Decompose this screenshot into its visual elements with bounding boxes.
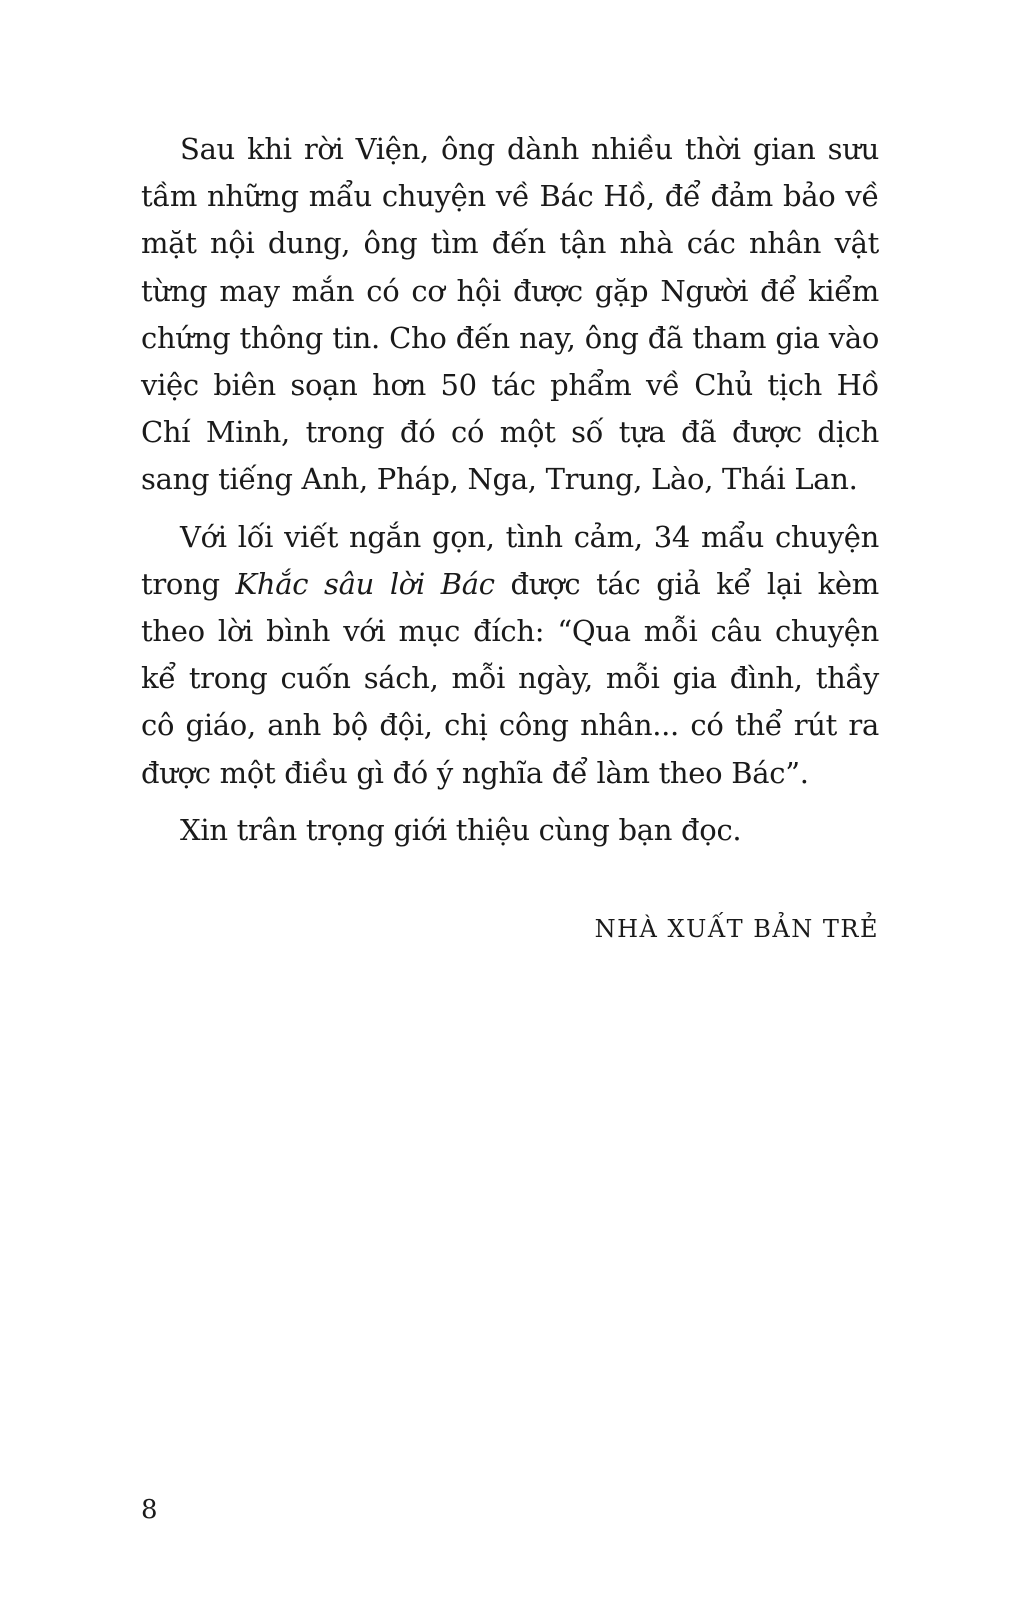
publisher-signature: NHÀ XUẤT BẢN TRẺ — [594, 915, 879, 943]
paragraph-author-research: Sau khi rời Viện, ông dành nhiều thời gian sưu tầm những mẩu chuyện về Bác Hồ, để đảm bảo về mặt nội dung, ông tìm đến tận nhà các nhân vật từng may mắn có cơ hội được gặp Người để kiểm chứng thông tin. Cho đến nay, ông đã tham gia vào việc biên soạn hơn 50 tác phẩm về Chủ tịch Hồ Chí Minh, trong đó có một số tựa đã được dịch sang tiếng Anh, Pháp, Nga, Trung, Lào, Thái Lan. — [141, 132, 879, 497]
paragraph-book-summary-after: được tác giả kể lại kèm theo lời bình với mục đích: “Qua mỗi câu chuyện kể trong cuốn sách, mỗi ngày, mỗi gia đình, thầy cô giáo, anh bộ đội, chị công nhân... có thể rút ra được một điều gì đó ý nghĩa để làm theo Bác”. — [141, 566, 879, 790]
book-title: Khắc sâu lời Bác — [235, 566, 495, 601]
paragraph-book-summary — [141, 514, 879, 797]
paragraph-introduction: Xin trân trọng giới thiệu cùng bạn đọc. — [180, 812, 742, 847]
page-number: 8 — [141, 1495, 158, 1525]
page-body — [141, 126, 879, 864]
paragraph-book-summary-before: Với lối viết ngắn gọn, tình cảm, 34 mẩu chuyện trong — [141, 519, 879, 601]
